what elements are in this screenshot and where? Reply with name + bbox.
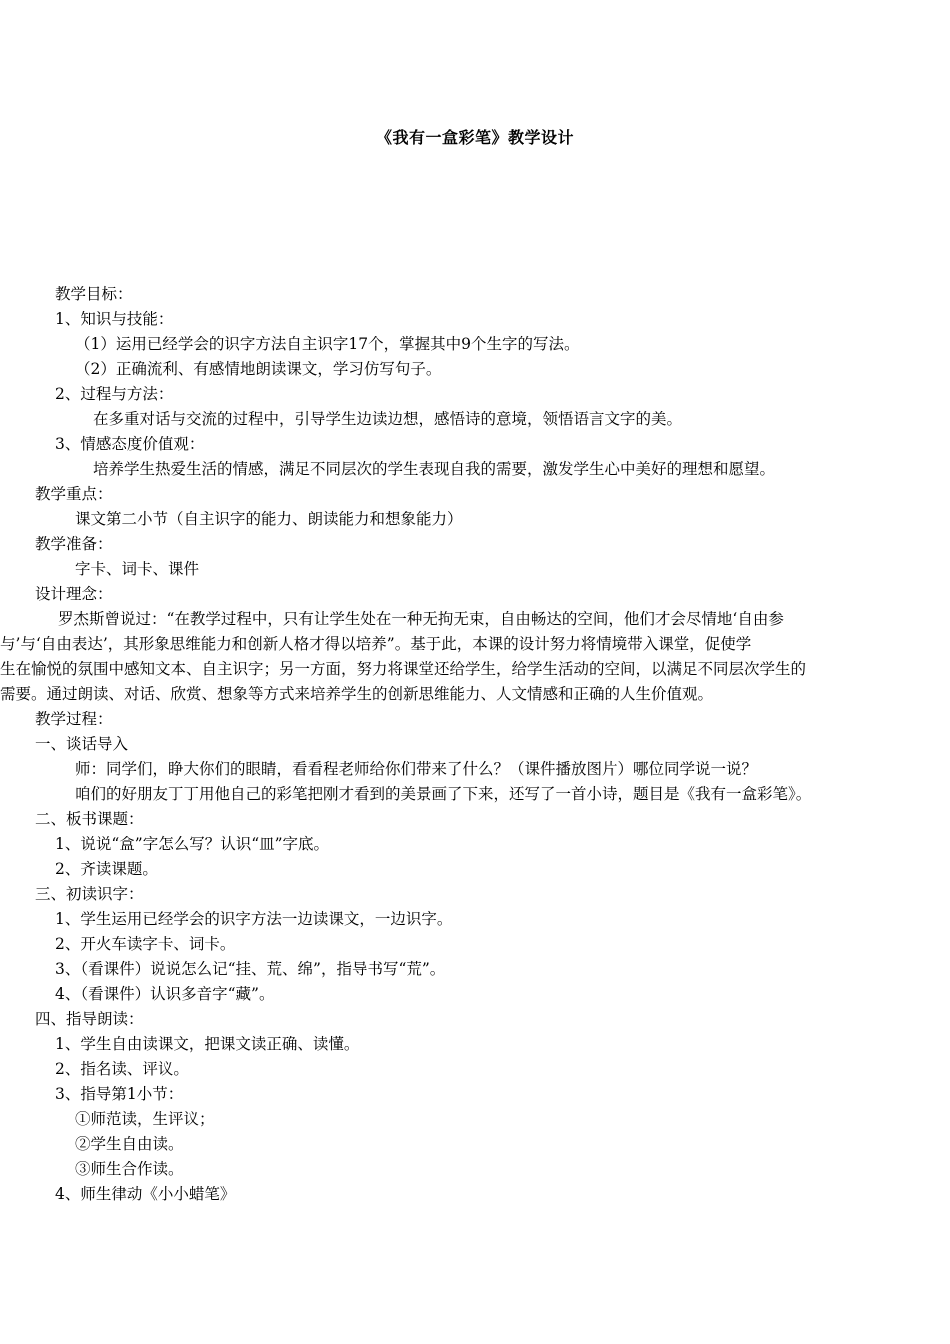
section4-item3-sub-c: ③师生合作读。 [75,1160,184,1178]
focus-text: 课文第二小节（自主识字的能力、朗读能力和想象能力） [75,510,463,528]
concept-line-1: 罗杰斯曾说过：“在教学过程中，只有让学生处在一种无拘无束，自由畅达的空间，他们才会尽情地‘自由参 [58,610,784,628]
concept-heading: 设计理念： [35,585,113,603]
section1-line1: 师：同学们，睁大你们的眼睛，看看程老师给你们带来了什么？（课件播放图片）哪位同学说一说？ [75,760,758,778]
goal1-item1: （1）运用已经学会的识字方法自主识字17个，掌握其中9个生字的写法。 [75,335,580,353]
prep-heading: 教学准备： [35,535,113,553]
goal3-heading: 3、情感态度价值观： [55,435,205,453]
section1-line2: 咱们的好朋友丁丁用他自己的彩笔把刚才看到的美景画了下来，还写了一首小诗，题目是《我有一盒彩笔》。 [75,785,812,803]
concept-line-2: 与’与‘自由表达’，其形象思维能力和创新人格才得以培养”。基于此，本课的设计努力将情境带入课堂，促使学 [0,635,752,653]
section3-item4: 4、（看课件）认识多音字“藏”。 [55,985,275,1003]
focus-heading: 教学重点： [35,485,113,503]
concept-line-3: 生在愉悦的氛围中感知文本、自主识字；另一方面，努力将课堂还给学生，给学生活动的空间，以满足不同层次学生的 [0,660,807,678]
section4-item3-sub-b: ②学生自由读。 [75,1135,184,1153]
goals-heading: 教学目标： [55,285,133,303]
section4-item4: 4、师生律动《小小蜡笔》 [55,1185,236,1203]
section2-heading: 二、板书课题： [35,810,144,828]
section3-item1: 1、学生运用已经学会的识字方法一边读课文，一边识字。 [55,910,453,928]
section3-item3: 3、（看课件）说说怎么记“挂、荒、绵”，指导书写“荒”。 [55,960,446,978]
goal2-text: 在多重对话与交流的过程中，引导学生边读边想，感悟诗的意境，领悟语言文字的美。 [93,410,683,428]
section4-item3-sub-a: ①师范读，生评议； [75,1110,215,1128]
goal1-item2: （2）正确流利、有感情地朗读课文，学习仿写句子。 [75,360,442,378]
section3-item2: 2、开火车读字卡、词卡。 [55,935,236,953]
concept-line-4: 需要。通过朗读、对话、欣赏、想象等方式来培养学生的创新思维能力、人文情感和正确的人生价值观。 [0,685,714,703]
document-body [0,282,950,1207]
goal1-heading: 1、知识与技能： [55,310,174,328]
goal3-text: 培养学生热爱生活的情感，满足不同层次的学生表现自我的需要，激发学生心中美好的理想和愿望。 [93,460,776,478]
section4-heading: 四、指导朗读： [35,1010,144,1028]
prep-text: 字卡、词卡、课件 [75,560,200,578]
section4-item3: 3、指导第1小节： [55,1085,184,1103]
section3-heading: 三、初读识字： [35,885,144,903]
section4-item1: 1、学生自由读课文，把课文读正确、读懂。 [55,1035,360,1053]
section2-item2: 2、齐读课题。 [55,860,158,878]
process-heading: 教学过程： [35,710,113,728]
goal2-heading: 2、过程与方法： [55,385,174,403]
section4-item2: 2、指名读、评议。 [55,1060,189,1078]
document-title: 《我有一盒彩笔》教学设计 [375,128,574,147]
section1-heading: 一、谈话导入 [35,735,129,753]
section2-item1: 1、说说“盒”字怎么写？认识“皿”字底。 [55,835,330,853]
